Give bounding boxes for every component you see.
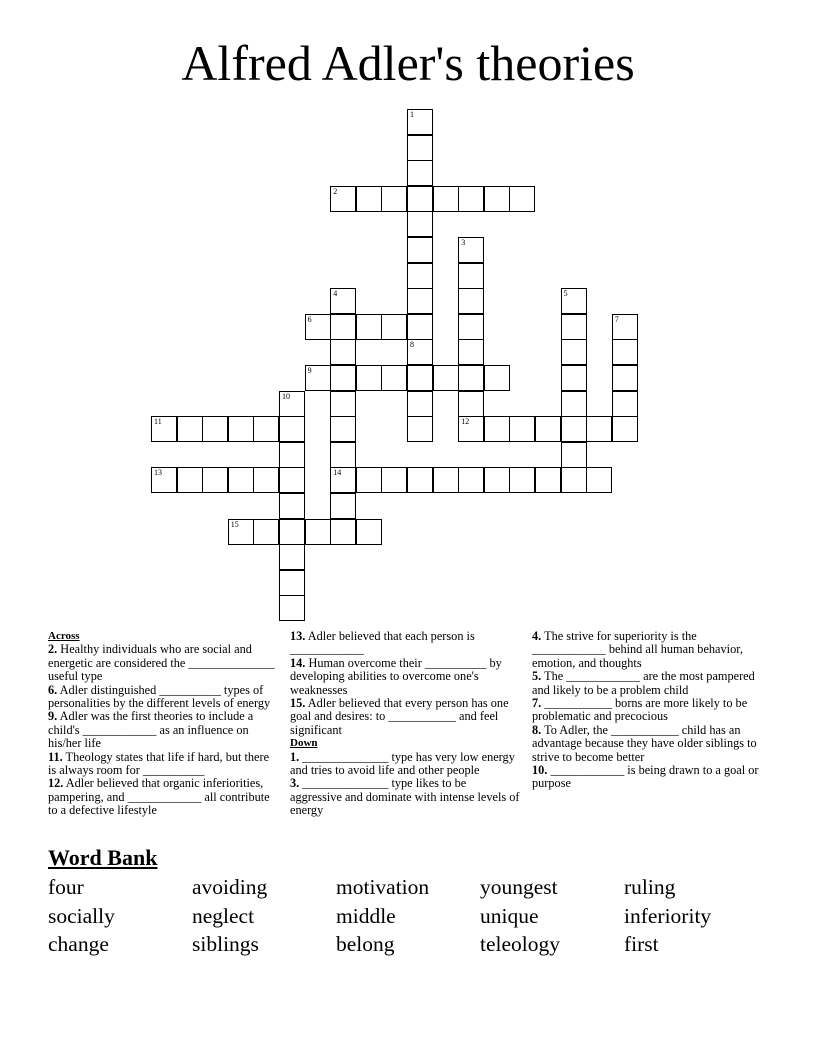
crossword-cell[interactable] xyxy=(279,519,305,545)
crossword-cell[interactable] xyxy=(279,391,305,417)
cell-number: 10 xyxy=(282,391,290,401)
crossword-cell[interactable] xyxy=(407,365,433,391)
crossword-cell[interactable] xyxy=(356,519,382,545)
crossword-cell[interactable] xyxy=(151,467,177,493)
crossword-cell[interactable] xyxy=(561,314,587,340)
crossword-cell[interactable] xyxy=(407,339,433,365)
word-bank-item: teleology xyxy=(480,932,561,956)
crossword-cell[interactable] xyxy=(253,519,279,545)
down-header: Down xyxy=(290,737,318,750)
crossword-cell[interactable] xyxy=(228,467,254,493)
crossword-cell[interactable] xyxy=(381,186,407,212)
clue-across-11: 11. Theology states that life if hard, but there is always room for __________ xyxy=(48,749,270,778)
crossword-cell[interactable] xyxy=(586,416,612,442)
crossword-cell[interactable] xyxy=(228,519,254,545)
cell-number: 2 xyxy=(333,186,338,196)
crossword-cell[interactable] xyxy=(330,391,356,417)
crossword-cell[interactable] xyxy=(433,365,459,391)
word-bank-item: socially xyxy=(48,904,115,928)
crossword-cell[interactable] xyxy=(561,391,587,417)
crossword-cell[interactable] xyxy=(458,416,484,442)
crossword-cell[interactable] xyxy=(279,595,305,621)
crossword-cell[interactable] xyxy=(509,186,535,212)
crossword-cell[interactable] xyxy=(407,314,433,340)
crossword-cell[interactable] xyxy=(407,109,433,135)
crossword-cell[interactable] xyxy=(458,237,484,263)
crossword-cell[interactable] xyxy=(612,416,638,442)
word-bank-item: inferiority xyxy=(624,904,712,928)
crossword-cell[interactable] xyxy=(407,186,433,212)
crossword-cell[interactable] xyxy=(356,186,382,212)
crossword-cell[interactable] xyxy=(305,314,331,340)
crossword-cell[interactable] xyxy=(279,442,305,468)
crossword-cell[interactable] xyxy=(407,263,433,289)
crossword-cell[interactable] xyxy=(407,416,433,442)
crossword-cell[interactable] xyxy=(407,391,433,417)
clue-down-3: 3. ______________ type likes to be aggressive and dominate with intense levels of energy xyxy=(290,776,520,818)
crossword-cell[interactable] xyxy=(561,365,587,391)
clue-across-2: 2. Healthy individuals who are social and energetic are considered the ______________ useful type xyxy=(48,642,275,684)
crossword-cell[interactable] xyxy=(509,467,535,493)
crossword-cell[interactable] xyxy=(484,467,510,493)
word-bank-item: change xyxy=(48,932,109,956)
clue-down-1: 1. ______________ type has very low energy and tries to avoid life and other people xyxy=(290,749,515,778)
crossword-cell[interactable] xyxy=(330,493,356,519)
clue-across-6: 6. Adler distinguished __________ types of personalities by the different levels of energy xyxy=(48,682,271,711)
cell-number: 14 xyxy=(333,468,342,478)
crossword-cell[interactable] xyxy=(356,467,382,493)
clues-column-1 xyxy=(48,630,280,818)
crossword-cell[interactable] xyxy=(561,288,587,314)
cell-number: 6 xyxy=(307,314,312,324)
crossword-cell[interactable] xyxy=(202,467,228,493)
crossword-cell[interactable] xyxy=(356,314,382,340)
crossword-cell[interactable] xyxy=(484,416,510,442)
crossword-cell[interactable] xyxy=(279,570,305,596)
crossword-cell[interactable] xyxy=(407,237,433,263)
crossword-cell[interactable] xyxy=(458,391,484,417)
word-bank-item: first xyxy=(624,932,659,956)
word-bank-item: neglect xyxy=(192,904,255,928)
crossword-cell[interactable] xyxy=(407,135,433,161)
across-header: Across xyxy=(48,630,80,642)
word-bank-item: middle xyxy=(336,904,396,928)
clue-across-9: 9. Adler was the first theories to include a child's ____________ as an influence on his/her life xyxy=(48,709,254,751)
word-bank-item: youngest xyxy=(480,875,558,899)
clue-across-14: 14. Human overcome their __________ by developing abilities to overcome one's weaknesses xyxy=(290,655,502,697)
crossword-cell[interactable] xyxy=(535,416,561,442)
cell-number: 4 xyxy=(333,289,338,299)
clue-down-5: 5. The ____________ are the most pampered and likely to be a problem child xyxy=(532,669,755,697)
cell-number: 13 xyxy=(154,468,162,478)
crossword-cell[interactable] xyxy=(330,519,356,545)
clue-down-7: 7. ___________ borns are more likely to be problematic and precocious xyxy=(532,696,748,724)
crossword-cell[interactable] xyxy=(561,467,587,493)
clue-across-12: 12. Adler believed that organic inferiorities, pampering, and ____________ all contribute to a defective lifestyle xyxy=(48,776,270,818)
cell-number: 7 xyxy=(614,314,619,324)
crossword-cell[interactable] xyxy=(458,288,484,314)
crossword-cell[interactable] xyxy=(612,365,638,391)
crossword-cell[interactable] xyxy=(330,442,356,468)
word-bank-item: motivation xyxy=(336,875,430,899)
crossword-cell[interactable] xyxy=(330,314,356,340)
crossword-cell[interactable] xyxy=(330,288,356,314)
crossword-cell[interactable] xyxy=(586,467,612,493)
cell-number: 1 xyxy=(410,110,414,119)
crossword-cell[interactable] xyxy=(433,186,459,212)
cell-number: 3 xyxy=(461,238,466,247)
crossword-cell[interactable] xyxy=(356,365,382,391)
crossword-cell[interactable] xyxy=(612,339,638,365)
cell-number: 9 xyxy=(307,366,312,375)
crossword-cell[interactable] xyxy=(381,365,407,391)
cell-number: 5 xyxy=(563,289,568,299)
crossword-cell[interactable] xyxy=(279,493,305,519)
crossword-cell[interactable] xyxy=(407,211,433,237)
crossword-cell[interactable] xyxy=(458,314,484,340)
crossword-cell[interactable] xyxy=(381,467,407,493)
crossword-cell[interactable] xyxy=(177,467,203,493)
crossword-cell[interactable] xyxy=(330,186,356,212)
word-bank-item: siblings xyxy=(192,932,259,956)
clue-down-10: 10. ____________ is being drawn to a goal or purpose xyxy=(532,763,759,791)
cell-number: 8 xyxy=(410,340,414,350)
cell-number: 15 xyxy=(230,519,239,529)
word-bank-item: unique xyxy=(480,904,539,928)
crossword-cell[interactable] xyxy=(330,416,356,442)
clues-column-3 xyxy=(532,630,766,791)
clue-across-15: 15. Adler believed that every person has one goal and desires: to ___________ and feel significant xyxy=(290,696,509,737)
crossword-cell[interactable] xyxy=(305,519,331,545)
crossword-cell[interactable] xyxy=(381,314,407,340)
crossword-cell[interactable] xyxy=(253,467,279,493)
crossword-cell[interactable] xyxy=(330,467,356,493)
crossword-cell[interactable] xyxy=(612,391,638,417)
crossword-cell[interactable] xyxy=(407,467,433,493)
crossword-cell[interactable] xyxy=(279,467,305,493)
puzzle-title: Alfred Adler's theories xyxy=(181,35,635,91)
crossword-cell[interactable] xyxy=(458,365,484,391)
crossword-cell[interactable] xyxy=(458,339,484,365)
crossword-cell[interactable] xyxy=(561,442,587,468)
crossword-cell[interactable] xyxy=(458,263,484,289)
crossword-cell[interactable] xyxy=(458,186,484,212)
cell-number: 12 xyxy=(461,417,470,427)
crossword-cell[interactable] xyxy=(177,416,203,442)
crossword-cell[interactable] xyxy=(561,416,587,442)
crossword-cell[interactable] xyxy=(484,365,510,391)
crossword-cell[interactable] xyxy=(433,467,459,493)
word-bank-item: ruling xyxy=(624,875,676,899)
crossword-cell[interactable] xyxy=(407,288,433,314)
clues-column-2 xyxy=(290,630,520,818)
crossword-cell[interactable] xyxy=(458,467,484,493)
word-bank-item: avoiding xyxy=(192,875,268,899)
crossword-cell[interactable] xyxy=(561,339,587,365)
crossword-cell[interactable] xyxy=(535,467,561,493)
crossword-cell[interactable] xyxy=(330,339,356,365)
clue-across-13: 13. Adler believed that each person is ____________ xyxy=(290,629,475,657)
crossword-cell[interactable] xyxy=(330,365,356,391)
word-bank-item: four xyxy=(48,875,84,899)
crossword-cell[interactable] xyxy=(484,186,510,212)
cell-number: 11 xyxy=(154,417,162,427)
clue-down-8: 8. To Adler, the ___________ child has an advantage because they have older siblings to strive to become better xyxy=(532,722,757,764)
crossword-cell[interactable] xyxy=(253,416,279,442)
crossword-cell[interactable] xyxy=(509,416,535,442)
crossword-cell[interactable] xyxy=(612,314,638,340)
crossword-cell[interactable] xyxy=(228,416,254,442)
word-bank-item: belong xyxy=(336,932,395,956)
clue-down-4: 4. The strive for superiority is the ____________ behind all human behavior, emotion, and thoughts xyxy=(532,629,743,670)
crossword-cell[interactable] xyxy=(279,416,305,442)
word-bank-title: Word Bank xyxy=(48,845,158,870)
crossword-cell[interactable] xyxy=(151,416,177,442)
crossword-cell[interactable] xyxy=(279,544,305,570)
crossword-cell[interactable] xyxy=(305,365,331,391)
crossword-cell[interactable] xyxy=(407,160,433,186)
crossword-cell[interactable] xyxy=(202,416,228,442)
